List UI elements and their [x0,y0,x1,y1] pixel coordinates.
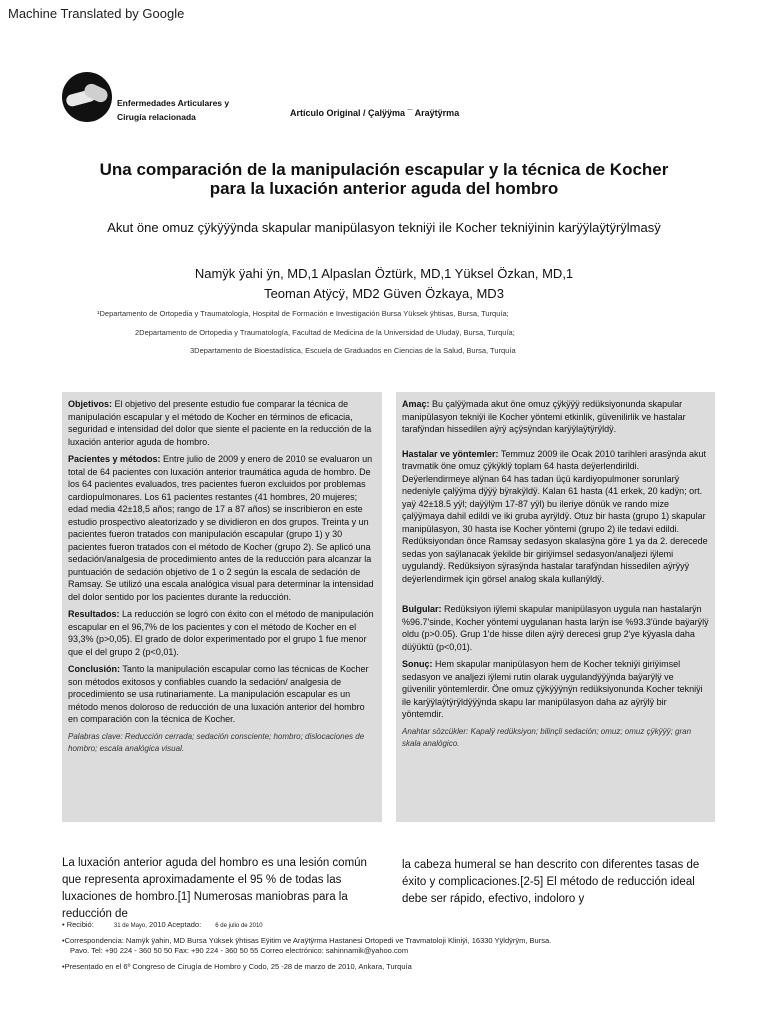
received-date: 31 de Mayo, [113,923,147,929]
abstract-tr-objectives-label: Amaç: [402,399,430,409]
abstract-tr-keywords-label: Anahtar sözcükler: [402,726,469,736]
affiliation-3: 3Departamento de Bioestadística, Escuela de Graduados en Ciencias de la Salud, Bursa, Turquía [190,346,516,355]
correspondence-line2: Pavo. Tel: +90 224 - 360 50 50 Fax: +90 224 - 360 50 55 Correo electrónico: sahinnamik@yahoo.com [70,946,409,955]
abstract-tr-conclusion-label: Sonuç: [402,659,433,669]
abstract-tr-results [402,603,709,653]
abstract-es-conclusion-label: Conclusión: [68,664,120,674]
abstract-tr-methods-label: Hastalar ve yöntemler: [402,448,499,459]
abstract-tr-objectives-text: Bu çalÿÿmada akut öne omuz çÿkÿÿÿ redüksiyonunda skapular manipülasyon tekniÿi ile Kocher yöntemi etkinlik, güvenilirlik ve hastalar tarafÿndan hissedilen aÿrÿ açÿsÿndan karÿÿlaÿtÿrÿldÿ. [402,399,686,434]
abstract-es-methods-label: Pacientes y métodos: [68,454,161,464]
abstract-es-methods-text: Entre julio de 2009 y enero de 2010 se evaluaron un total de 64 pacientes con luxación anterior traumática aguda de hombro. De los 64 pacientes evaluados, tres pacientes fueron excluidos por problemas cardiopulmonares. Los 61 pacientes restantes (41 hombres, 20 mujeres; edad media 42±18,5 años; rango de 17 a 87 años) se inscribieron en este estudio prospectivo aleatorizado y se dividieron en dos grupos. Treinta y un pacientes fueron tratados con manipulación escapular (grupo 1) y 30 pacientes fueron tratados con el método de Kocher (grupo 2). Se aplicó una sedación/analgesia de procedimiento antes de la reducción para alcanzar la puntuación de sedación objetivo de 1 o 2 según la escala de sedación de Ramsay. Se utilizó una escala analógica visual para determinar la intensidad del dolor sentido por los pacientes durante la reducción. [68,454,374,602]
abstract-tr-objectives [402,398,709,436]
authors-line2: Teoman Atÿcÿ, MD2 Güven Özkaya, MD3 [264,286,504,301]
affiliation-2: 2Departamento de Ortopedia y Traumatología, Facultad de Medicina de la Universidad de Uludaÿ, Bursa, Turquía; [135,328,515,337]
abstract-es-results [68,608,376,658]
article-title [40,160,728,198]
abstract-turkish [396,392,715,822]
author-list [150,264,618,304]
abstract-es-objectives [68,398,376,448]
body-column-left: La luxación anterior aguda del hombro es una lesión común que representa aproximadamente el 95 % de todas las luxaciones de hombro.[1] Numerosas maniobras para la reducción de [62,857,367,920]
abstract-es-results-label: Resultados: [68,609,120,619]
abstract-tr-results-text: Redüksiyon iÿlemi skapular manipülasyon uygula nan hastalarÿn %96.7'sinde, Kocher yöntemi uygulanan hasta larÿn ise %93.3'ünde baÿarÿlÿ oldu (p>0.05). Grup 1'de hisse dilen aÿrÿ derecesi grup 2'ye kÿyasla daha düÿüktü (p<0,01). [402,604,709,652]
accepted-label: 2010 Aceptado: [149,920,202,929]
title-line2: para la luxación anterior aguda del hombro [209,179,559,198]
received-dates [62,920,362,929]
abstract-spanish [62,392,382,822]
journal-name-line2: Cirugía relacionada [117,112,196,122]
abstract-tr-keywords [402,726,709,751]
article-type: Artículo Original / Çalÿÿma ¯ Araÿtÿrma [290,108,460,118]
affiliation-1: ¹Departamento de Ortopedia y Traumatología, Hospital de Formación e Investigación Bursa Yüksek ÿhtisas, Bursa, Turquía; [97,309,509,318]
abstract-es-conclusion [68,663,376,726]
abstract-es-results-text: La reducción se logró con éxito con el método de manipulación escapular en el 96,7% de los pacientes y con el método de Kocher en el 93,3% (p>0,05). El grado de dolor experimentado por el grupo 1 fue menor que el del grupo 2 (p<0,01). [68,609,374,657]
abstract-es-keywords-label: Palabras clave: [68,731,123,741]
abstract-tr-conclusion-text: Hem skapular manipülasyon hem de Kocher tekniÿi giriÿimsel sedasyon ve analjezi iÿlemi rutin olarak uygulandÿÿÿnda baÿarÿlÿ ve güvenilir yöntemlerdir. Öne omuz çÿkÿÿÿnÿn redüksiyonunda Kocher tekniÿi ile karÿÿlaÿtÿrÿldÿÿÿnda skapu lar manipülasyon daha az aÿrÿlÿ bir yöntemdir. [402,659,703,719]
received-label: • Recibió: [62,920,94,929]
abstract-tr-conclusion [402,658,709,721]
abstract-tr-results-label: Bulgular: [402,604,442,614]
accepted-date: 6 de julio de 2010 [215,923,263,929]
title-line1: Una comparación de la manipulación escapular y la técnica de Kocher [99,160,669,179]
presented-note: •Presentado en el 6º Congreso de Cirugía de Hombro y Codo, 25 -28 de marzo de 2010, Ankara, Turquía [62,962,412,971]
abstract-es-keywords-text: Reducción cerrada; sedación consciente; hombro; dislocaciones de hombro; escala analógica visual. [68,731,365,753]
body-column-right: la cabeza humeral se han descrito con diferentes tasas de éxito y complicaciones.[2-5] El método de reducción ideal debe ser rápido, efectivo, indoloro y [402,859,700,905]
journal-name-line1: Enfermedades Articulares y [117,98,230,108]
abstract-es-conclusion-text: Tanto la manipulación escapular como las técnicas de Kocher son métodos exitosos y confiables cuando la sedación/ analgesia de procedimiento se usa rutinariamente. La manipulación escapular es un método menos doloroso de reducción de una luxación anterior del hombro en comparación con la técnica de Kocher. [68,664,369,724]
abstract-es-objectives-text: El objetivo del presente estudio fue comparar la técnica de manipulación escapular y el método de Kocher en términos de eficacia, seguridad e intensidad del dolor que siente el paciente en la reducción de la luxación anterior aguda de hombro. [68,399,372,447]
abstract-tr-keywords-text: Kapalÿ redüksiyon; bilinçli sedación; omuz; omuz çÿkÿÿÿ; gran skala analógico. [402,726,692,748]
abstract-es-objectives-label: Objetivos: [68,399,113,409]
abstract-tr-methods [402,448,709,586]
abstract-es-methods [68,453,376,603]
journal-logo [62,72,112,122]
correspondence-line1: •Correspondencia: Namÿk ÿahin, MD Bursa Yüksek ÿhtisas Eÿitim ve Araÿtÿrma Hastanesi Ortopedi ve Travmatoloji Kliniÿi, 16330 Yÿldÿrÿm, Bursa. [62,936,552,945]
translation-banner: Machine Translated by Google [8,6,185,21]
article-subtitle: Akut öne omuz çÿkÿÿÿnda skapular manipülasyon tekniÿi ile Kocher tekniÿinin karÿÿlaÿtÿrÿlmasÿ [107,220,661,235]
abstract-es-keywords [68,731,376,756]
authors-line1: Namÿk ÿahi ÿn, MD,1 Alpaslan Öztürk, MD,1 Yüksel Özkan, MD,1 [194,266,574,281]
abstract-tr-methods-text: Temmuz 2009 ile Ocak 2010 tarihleri arasÿnda akut travmatik öne omuz çÿkÿklÿ toplam 64 hasta deÿerlendirildi. Deÿerlendirmeye alÿnan 64 has tadan üçü kardiyopulmoner sorunlarÿ nedeniyle çalÿÿma dÿÿÿ bÿrakÿldÿ. Kalan 61 hasta (41 erkek, 20 kadÿn; ort. yaÿ 42±18.5 yÿl; daÿÿlÿm 17-87 yÿl) bu ileriye dönük ve rando mize çalÿÿmaya dahil edildi ve iki gruba ayrÿldÿ. Otuz bir hasta (grupo 1) skapular manipülasyon, 30 hasta ise Kocher yöntemi (grupo 2) ile tedavi edildi. Redüksiyondan önce Ramsay sedasyon skalasÿna göre 1 ya da 2. derecede sedas yon saÿlanacak ÿekilde bir giriÿimsel sedasyon/analjezi iÿlemi uygulandÿ. Redüksiyon sÿrasÿnda hastalar tarafÿndan hissedilen aÿrÿyÿ deÿerlendirmek için görsel analog skala kullanÿldÿ. [402,448,708,584]
journal-name [117,96,229,124]
